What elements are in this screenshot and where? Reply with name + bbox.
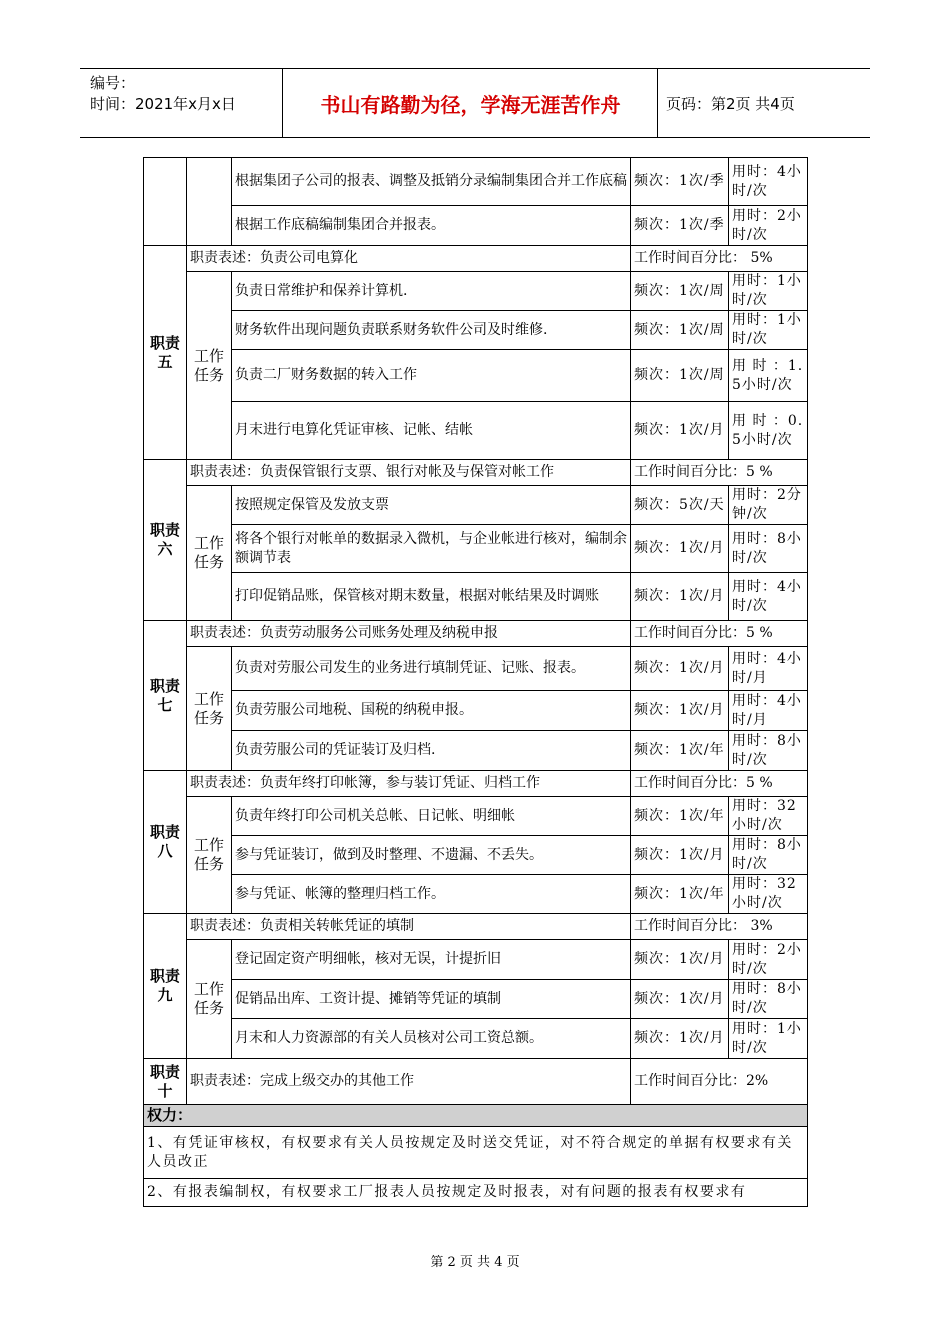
duty-statement-row	[144, 914, 808, 940]
task-time: 用时：1小时/次	[729, 272, 808, 311]
header-info	[80, 69, 283, 137]
task-frequency: 频次：1次/月	[631, 573, 729, 621]
authority-row	[144, 1179, 808, 1207]
task-frequency: 频次：1次/年	[631, 875, 729, 914]
work-task-label: 工作任务	[187, 797, 232, 914]
task-frequency: 频次：1次/月	[631, 836, 729, 875]
duty-ten-row	[144, 1059, 808, 1105]
table-row	[144, 647, 808, 691]
empty-cell	[187, 158, 232, 246]
authority-item: 1、有凭证审核权，有权要求有关人员按规定及时送交凭证，对不符合规定的单据有权要求有关人员改正	[144, 1127, 808, 1179]
task-time: 用时：8小时/次	[729, 525, 808, 573]
task-time: 用时：8小时/次	[729, 980, 808, 1019]
duty-table	[143, 157, 808, 1207]
time-percentage: 工作时间百分比： 5%	[631, 246, 808, 272]
task-frequency: 频次：1次/月	[631, 940, 729, 980]
duty-label: 职责五	[144, 246, 187, 460]
task-description: 打印促销品账，保管核对期末数量，根据对帐结果及时调账	[232, 573, 631, 621]
task-time: 用时：1小时/次	[729, 1019, 808, 1059]
task-frequency: 频次：1次/月	[631, 1019, 729, 1059]
task-frequency: 频次：1次/季	[631, 206, 729, 246]
authority-row	[144, 1127, 808, 1179]
task-frequency: 频次：1次/月	[631, 402, 729, 460]
duty-statement: 职责表述：完成上级交办的其他工作	[187, 1059, 631, 1105]
duty-label: 职责八	[144, 771, 187, 914]
task-time: 用时：1小时/次	[729, 311, 808, 350]
task-frequency: 频次：1次/周	[631, 350, 729, 402]
table-row	[144, 797, 808, 836]
table-row	[144, 206, 808, 246]
task-time: 用时：2小时/次	[729, 206, 808, 246]
page-footer: 第 2 页 共 4 页	[430, 1255, 520, 1270]
task-time: 用时：2分钟/次	[729, 486, 808, 525]
duty-label: 职责六	[144, 460, 187, 621]
task-frequency: 频次：1次/月	[631, 691, 729, 731]
task-description: 负责对劳服公司发生的业务进行填制凭证、记账、报表。	[232, 647, 631, 691]
duty-label: 职责九	[144, 914, 187, 1059]
task-frequency: 频次：1次/年	[631, 797, 729, 836]
table-row	[144, 158, 808, 206]
table-row	[144, 731, 808, 771]
task-description: 负责二厂财务数据的转入工作	[232, 350, 631, 402]
task-time: 用时：4小时/月	[729, 691, 808, 731]
table-row	[144, 311, 808, 350]
task-time: 用 时 ：1.5小时/次	[729, 350, 808, 402]
authority-heading: 权力：	[144, 1105, 808, 1127]
empty-cell	[144, 158, 187, 246]
task-description: 根据集团子公司的报表、调整及抵销分录编制集团合并工作底稿	[232, 158, 631, 206]
task-frequency: 频次：5次/天	[631, 486, 729, 525]
table-row	[144, 272, 808, 311]
task-description: 月末和人力资源部的有关人员核对公司工资总额。	[232, 1019, 631, 1059]
table-row	[144, 836, 808, 875]
duty-statement-row	[144, 771, 808, 797]
table-row	[144, 573, 808, 621]
work-task-label: 工作任务	[187, 647, 232, 771]
time-percentage: 工作时间百分比：5 %	[631, 771, 808, 797]
table-row	[144, 402, 808, 460]
table-row	[144, 691, 808, 731]
duty-statement: 职责表述：负责劳动服务公司账务处理及纳税申报	[187, 621, 631, 647]
duty-statement: 职责表述：负责公司电算化	[187, 246, 631, 272]
task-time: 用时：2小时/次	[729, 940, 808, 980]
task-frequency: 频次：1次/月	[631, 647, 729, 691]
date-label: 时间：2021年x月x日	[90, 95, 236, 113]
page-header	[80, 68, 870, 138]
task-frequency: 频次：1次/月	[631, 525, 729, 573]
task-description: 负责年终打印公司机关总帐、日记帐、明细帐	[232, 797, 631, 836]
work-task-label: 工作任务	[187, 486, 232, 621]
duty-label: 职责七	[144, 621, 187, 771]
time-percentage: 工作时间百分比：2%	[631, 1059, 808, 1105]
work-task-label: 工作任务	[187, 272, 232, 460]
task-time: 用时：32小时/次	[729, 875, 808, 914]
task-description: 参与凭证装订，做到及时整理、不遗漏、不丢失。	[232, 836, 631, 875]
task-time: 用 时 ：0.5小时/次	[729, 402, 808, 460]
task-frequency: 频次：1次/周	[631, 311, 729, 350]
task-description: 根据工作底稿编制集团合并报表。	[232, 206, 631, 246]
task-frequency: 频次：1次/周	[631, 272, 729, 311]
task-frequency: 频次：1次/月	[631, 980, 729, 1019]
task-description: 登记固定资产明细帐，核对无误，计提折旧	[232, 940, 631, 980]
table-row	[144, 875, 808, 914]
number-label: 编号：	[90, 74, 136, 92]
table-row	[144, 1019, 808, 1059]
page-label: 页码：第2页 共4页	[666, 94, 795, 113]
duty-statement-row	[144, 460, 808, 486]
table-row	[144, 486, 808, 525]
duty-statement: 职责表述：负责年终打印帐簿，参与装订凭证、归档工作	[187, 771, 631, 797]
time-percentage: 工作时间百分比：5 %	[631, 621, 808, 647]
task-frequency: 频次：1次/季	[631, 158, 729, 206]
task-time: 用时：4小时/次	[729, 158, 808, 206]
task-description: 将各个银行对帐单的数据录入微机，与企业帐进行核对，编制余额调节表	[232, 525, 631, 573]
task-description: 负责日常维护和保养计算机.	[232, 272, 631, 311]
task-description: 按照规定保管及发放支票	[232, 486, 631, 525]
table-row	[144, 525, 808, 573]
table-row	[144, 350, 808, 402]
task-description: 负责劳服公司地税、国税的纳税申报。	[232, 691, 631, 731]
task-description: 负责劳服公司的凭证装订及归档.	[232, 731, 631, 771]
task-time: 用时：4小时/月	[729, 647, 808, 691]
time-percentage: 工作时间百分比：5 %	[631, 460, 808, 486]
duty-statement: 职责表述：负责保管银行支票、银行对帐及与保管对帐工作	[187, 460, 631, 486]
duty-label: 职责十	[144, 1059, 187, 1105]
task-frequency: 频次：1次/年	[631, 731, 729, 771]
table-row	[144, 980, 808, 1019]
task-description: 参与凭证、帐簿的整理归档工作。	[232, 875, 631, 914]
task-time: 用时：8小时/次	[729, 836, 808, 875]
motto: 书山有路勤为径，学海无涯苦作舟	[284, 69, 658, 137]
task-description: 财务软件出现问题负责联系财务软件公司及时维修.	[232, 311, 631, 350]
task-description: 促销品出库、工资计提、摊销等凭证的填制	[232, 980, 631, 1019]
authority-item: 2、有报表编制权，有权要求工厂报表人员按规定及时报表，对有问题的报表有权要求有	[144, 1179, 808, 1207]
duty-statement-row	[144, 621, 808, 647]
task-description: 月末进行电算化凭证审核、记帐、结帐	[232, 402, 631, 460]
task-time: 用时：32小时/次	[729, 797, 808, 836]
task-time: 用时：4小时/次	[729, 573, 808, 621]
duty-statement-row	[144, 246, 808, 272]
time-percentage: 工作时间百分比： 3%	[631, 914, 808, 940]
duty-statement: 职责表述：负责相关转帐凭证的填制	[187, 914, 631, 940]
authority-heading-row	[144, 1105, 808, 1127]
task-time: 用时：8小时/次	[729, 731, 808, 771]
work-task-label: 工作任务	[187, 940, 232, 1059]
table-row	[144, 940, 808, 980]
